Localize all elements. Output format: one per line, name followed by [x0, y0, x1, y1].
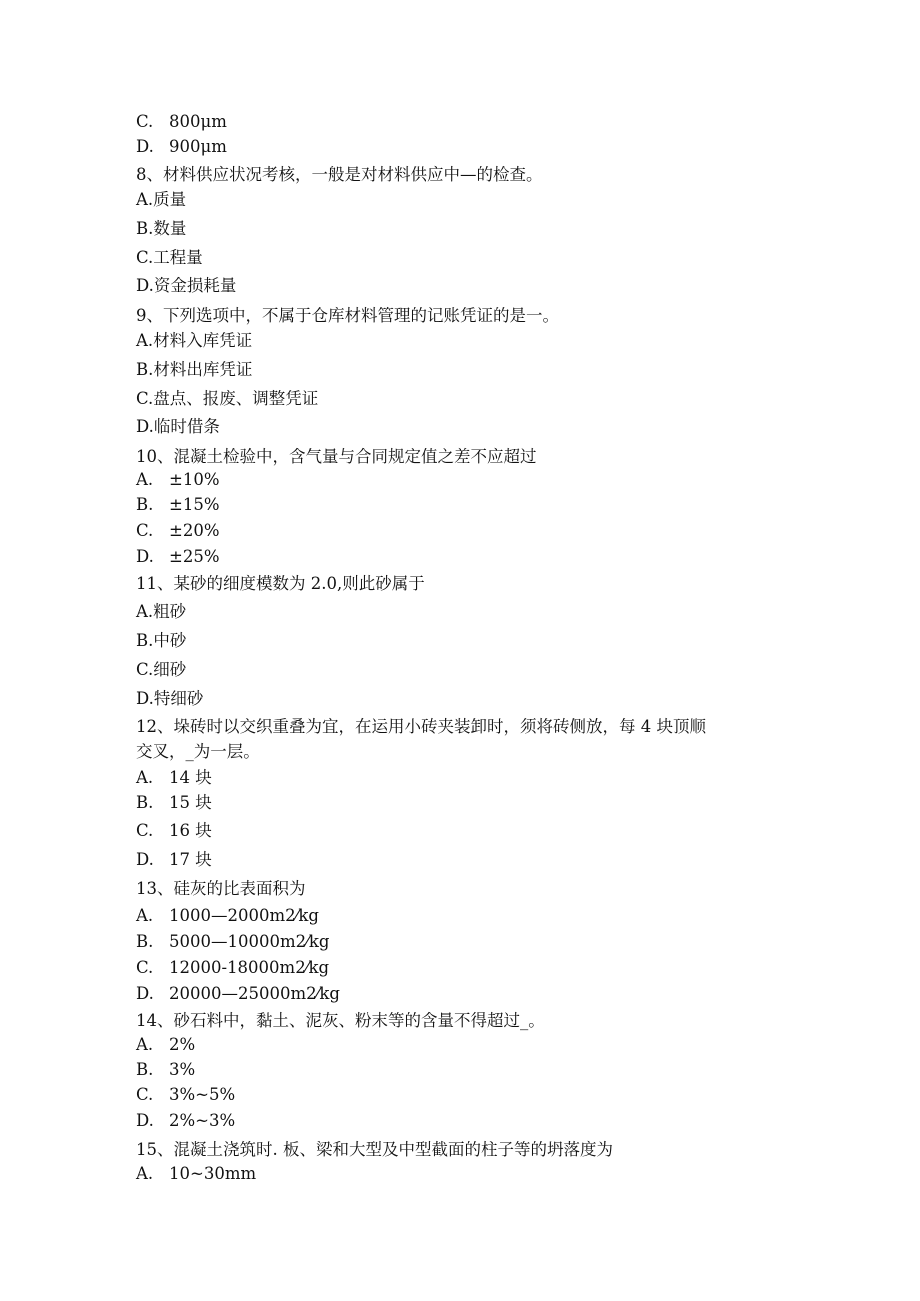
option-label: A. [136, 906, 154, 925]
option-text: 临时借条 [153, 417, 220, 436]
question-text: 13、硅灰的比表面积为 [136, 879, 306, 898]
option-text: 12000-18000m2⁄kg [169, 958, 330, 977]
option-text: 900μm [169, 137, 227, 156]
option-label: C. [136, 1085, 154, 1104]
option-label: C. [136, 389, 154, 408]
option-text: 15 块 [169, 793, 212, 812]
option-text: ±25% [169, 547, 220, 566]
option-label: A. [136, 1035, 154, 1054]
option-label: B. [136, 932, 154, 951]
question-text: 交叉，_为一层。 [136, 742, 260, 761]
option-text: ±10% [169, 470, 220, 489]
answer-option [136, 218, 186, 240]
answer-option [136, 849, 212, 871]
answer-option [136, 983, 340, 1005]
option-label: B. [136, 360, 154, 379]
answer-option [136, 659, 186, 681]
option-label: A. [136, 470, 154, 489]
answer-option [136, 931, 329, 953]
answer-option [136, 330, 252, 352]
question-text: 10、混凝土检验中，含气量与合同规定值之差不应超过 [136, 447, 537, 466]
option-text: 盘点、报废、调整凭证 [153, 389, 319, 408]
answer-option [136, 416, 220, 438]
option-label: D. [136, 547, 154, 566]
option-text: 800μm [169, 112, 227, 131]
option-label: C. [136, 112, 154, 131]
option-text: 3% [169, 1060, 196, 1079]
option-text: 10~30mm [169, 1164, 257, 1183]
answer-option [136, 957, 329, 979]
option-text: 数量 [153, 219, 187, 238]
option-label: D. [136, 417, 154, 436]
option-label: C. [136, 821, 154, 840]
option-text: 特细砂 [153, 689, 204, 708]
option-text: 14 块 [169, 768, 212, 787]
option-label: C. [136, 660, 154, 679]
option-text: 细砂 [153, 660, 187, 679]
option-text: 1000—2000m2⁄kg [169, 906, 319, 925]
option-label: D. [136, 689, 154, 708]
question-text: 12、垛砖时以交织重叠为宜，在运用小砖夹装卸时，须将砖侧放，每 4 块顶顺 [136, 717, 706, 736]
answer-option [136, 905, 319, 927]
option-text: 资金损耗量 [153, 276, 237, 295]
answer-option [136, 630, 186, 652]
answer-option [136, 820, 212, 842]
option-text: 17 块 [169, 850, 212, 869]
question-text: 15、混凝土浇筑时. 板、梁和大型及中型截面的柱子等的坍落度为 [136, 1140, 613, 1159]
question-text: 9、下列选项中，不属于仓库材料管理的记账凭证的是一。 [136, 306, 559, 325]
option-text: 5000—10000m2⁄kg [169, 932, 330, 951]
answer-option [136, 767, 212, 789]
answer-option [136, 189, 186, 211]
option-label: A. [136, 768, 154, 787]
answer-option [136, 1034, 195, 1056]
option-label: C. [136, 958, 154, 977]
option-label: A. [136, 1164, 154, 1183]
option-label: C. [136, 248, 154, 267]
option-text: 20000—25000m2⁄kg [169, 984, 340, 1003]
answer-option [136, 388, 318, 410]
option-text: 3%~5% [169, 1085, 236, 1104]
option-text: 16 块 [169, 821, 212, 840]
answer-option [136, 136, 227, 158]
answer-option [136, 520, 220, 542]
option-label: D. [136, 984, 154, 1003]
answer-option [136, 494, 220, 516]
answer-option [136, 359, 252, 381]
question-text: 11、某砂的细度模数为 2.0,则此砂属于 [136, 574, 425, 593]
option-text: 中砂 [153, 631, 187, 650]
option-text: 2% [169, 1035, 196, 1054]
option-text: 工程量 [153, 248, 203, 267]
answer-option [136, 469, 220, 491]
option-text: 材料出库凭证 [153, 360, 253, 379]
option-text: 质量 [153, 190, 187, 209]
answer-option [136, 111, 227, 133]
option-label: D. [136, 137, 154, 156]
option-text: ±15% [169, 495, 220, 514]
answer-option [136, 688, 203, 710]
option-label: D. [136, 276, 154, 295]
question-text: 14、砂石料中，黏土、泥灰、粉末等的含量不得超过_。 [136, 1011, 545, 1030]
question-text: 8、材料供应状况考核，一般是对材料供应中—的检查。 [136, 165, 543, 184]
answer-option [136, 601, 186, 623]
option-text: ±20% [169, 521, 220, 540]
option-label: A. [136, 331, 154, 350]
option-label: C. [136, 521, 154, 540]
answer-option [136, 275, 236, 297]
answer-option [136, 546, 220, 568]
option-label: A. [136, 602, 154, 621]
answer-option [136, 1059, 195, 1081]
option-text: 粗砂 [153, 602, 187, 621]
answer-option [136, 1110, 235, 1132]
option-label: B. [136, 219, 154, 238]
answer-option [136, 247, 203, 269]
option-label: D. [136, 850, 154, 869]
answer-option [136, 1163, 256, 1185]
option-label: B. [136, 495, 154, 514]
option-label: B. [136, 793, 154, 812]
option-label: B. [136, 631, 154, 650]
option-text: 2%~3% [169, 1111, 236, 1130]
option-text: 材料入库凭证 [153, 331, 253, 350]
option-label: B. [136, 1060, 154, 1079]
answer-option [136, 1084, 235, 1106]
answer-option [136, 792, 212, 814]
option-label: D. [136, 1111, 154, 1130]
option-label: A. [136, 190, 154, 209]
